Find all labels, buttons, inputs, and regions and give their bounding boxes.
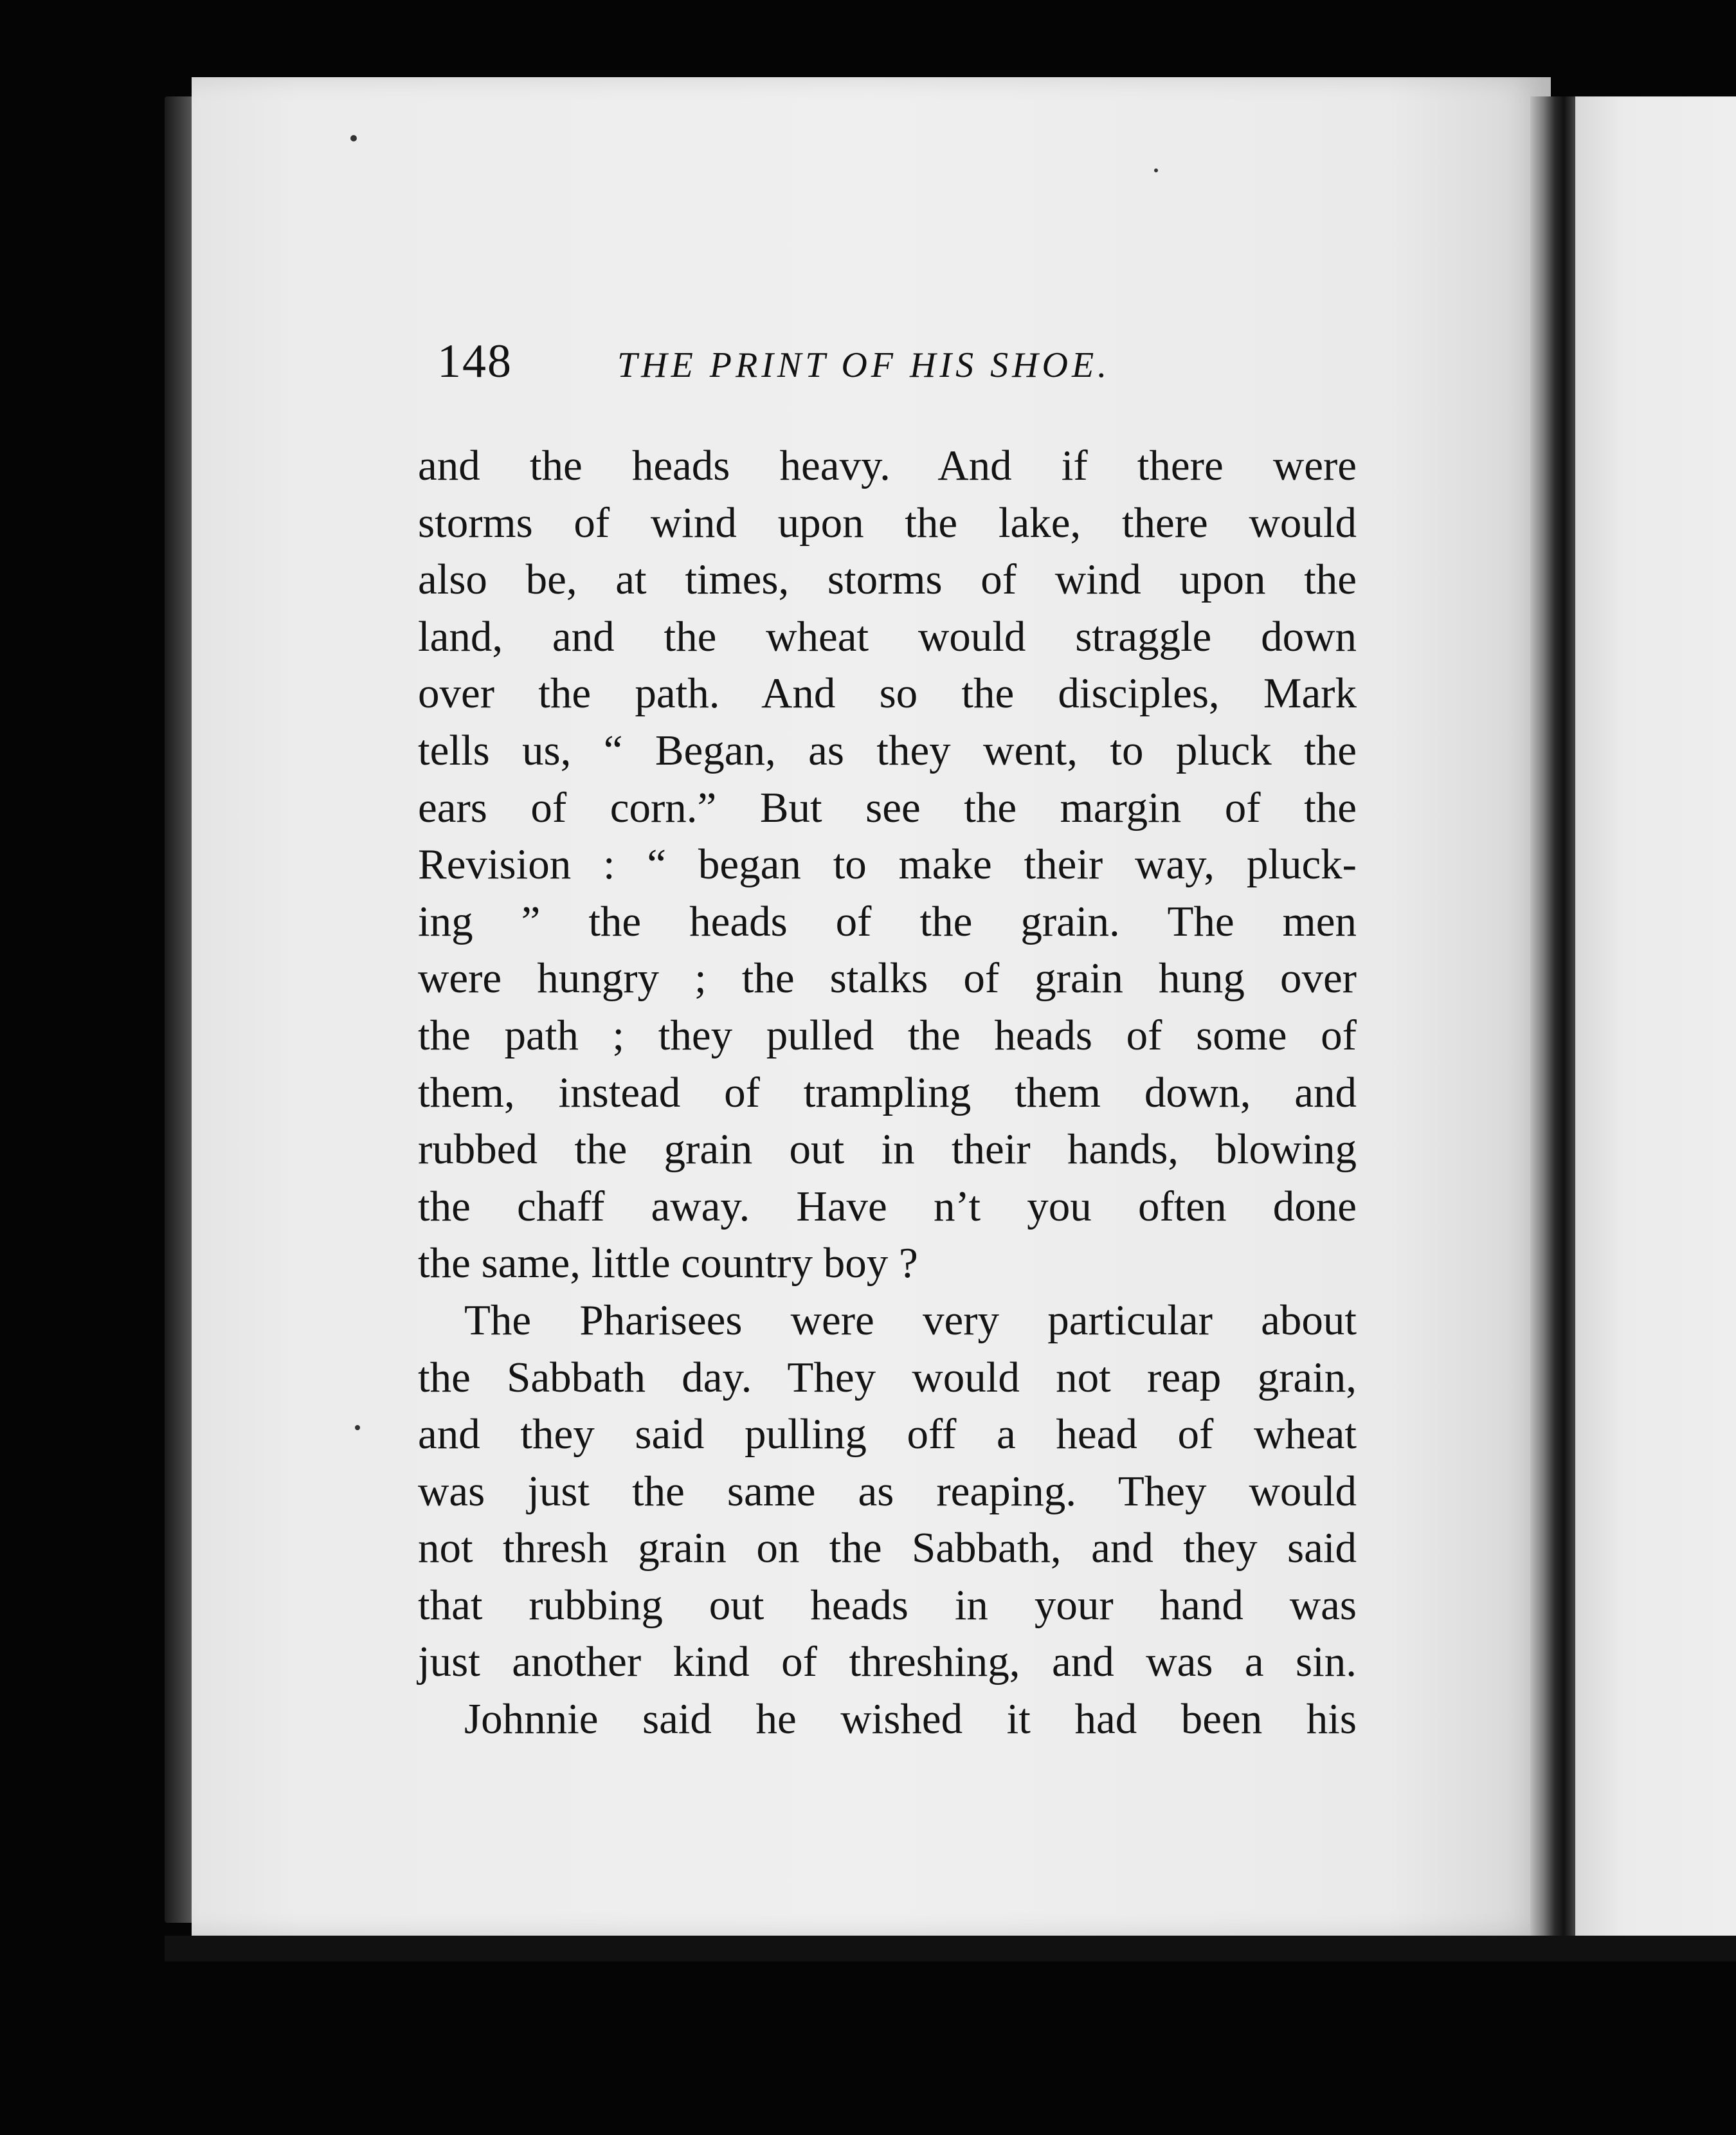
book-gutter xyxy=(1530,96,1575,1949)
dust-speck xyxy=(355,1425,360,1430)
text-line: land, and the wheat would straggle down xyxy=(418,612,1357,660)
text-line: them, instead of trampling them down, and xyxy=(418,1068,1357,1116)
text-line: the chaff away. Have n’t you often done xyxy=(418,1182,1357,1230)
paragraph-end-line: the same, little country boy ? xyxy=(418,1239,918,1287)
text-line: Revision : “ began to make their way, pluck- xyxy=(418,840,1357,889)
paragraph-start-line: Johnnie said he wished it had been his xyxy=(464,1695,1357,1743)
running-title: THE PRINT OF HIS SHOE. xyxy=(617,345,1111,385)
text-line: not thresh grain on the Sabbath, and they said xyxy=(418,1524,1357,1572)
text-line: the Sabbath day. They would not reap grain, xyxy=(418,1353,1357,1401)
page-number: 148 xyxy=(437,335,512,388)
text-line: were hungry ; the stalks of grain hung over xyxy=(418,954,1357,1003)
text-line: over the path. And so the disciples, Mark xyxy=(418,669,1357,718)
text-line: tells us, “ Began, as they went, to pluck the xyxy=(418,726,1357,774)
dust-speck xyxy=(1154,168,1158,172)
text-line: and they said pulling off a head of wheat xyxy=(418,1410,1357,1458)
text-line: rubbed the grain out in their hands, blowing xyxy=(418,1125,1357,1174)
text-line: was just the same as reaping. They would xyxy=(418,1467,1357,1515)
text-line: and the heads heavy. And if there were xyxy=(418,442,1357,489)
text-line: storms of wind upon the lake, there would xyxy=(418,498,1357,547)
dust-speck xyxy=(350,135,357,141)
text-line: ears of corn.” But see the margin of the xyxy=(418,783,1357,831)
text-line: that rubbing out heads in your hand was xyxy=(418,1581,1357,1629)
body-text xyxy=(418,437,1357,1748)
text-line: the path ; they pulled the heads of some of xyxy=(418,1011,1357,1059)
running-head xyxy=(437,334,1228,392)
bottom-edge xyxy=(165,1936,1736,1961)
text-line: ing ” the heads of the grain. The men xyxy=(418,897,1357,945)
paragraph-end-line: just another kind of threshing, and was a sin. xyxy=(418,1638,1357,1686)
text-line: also be, at times, storms of wind upon the xyxy=(418,556,1357,604)
facing-page-edge xyxy=(1575,96,1736,1949)
paragraph-start-line: The Pharisees were very particular about xyxy=(464,1296,1357,1344)
